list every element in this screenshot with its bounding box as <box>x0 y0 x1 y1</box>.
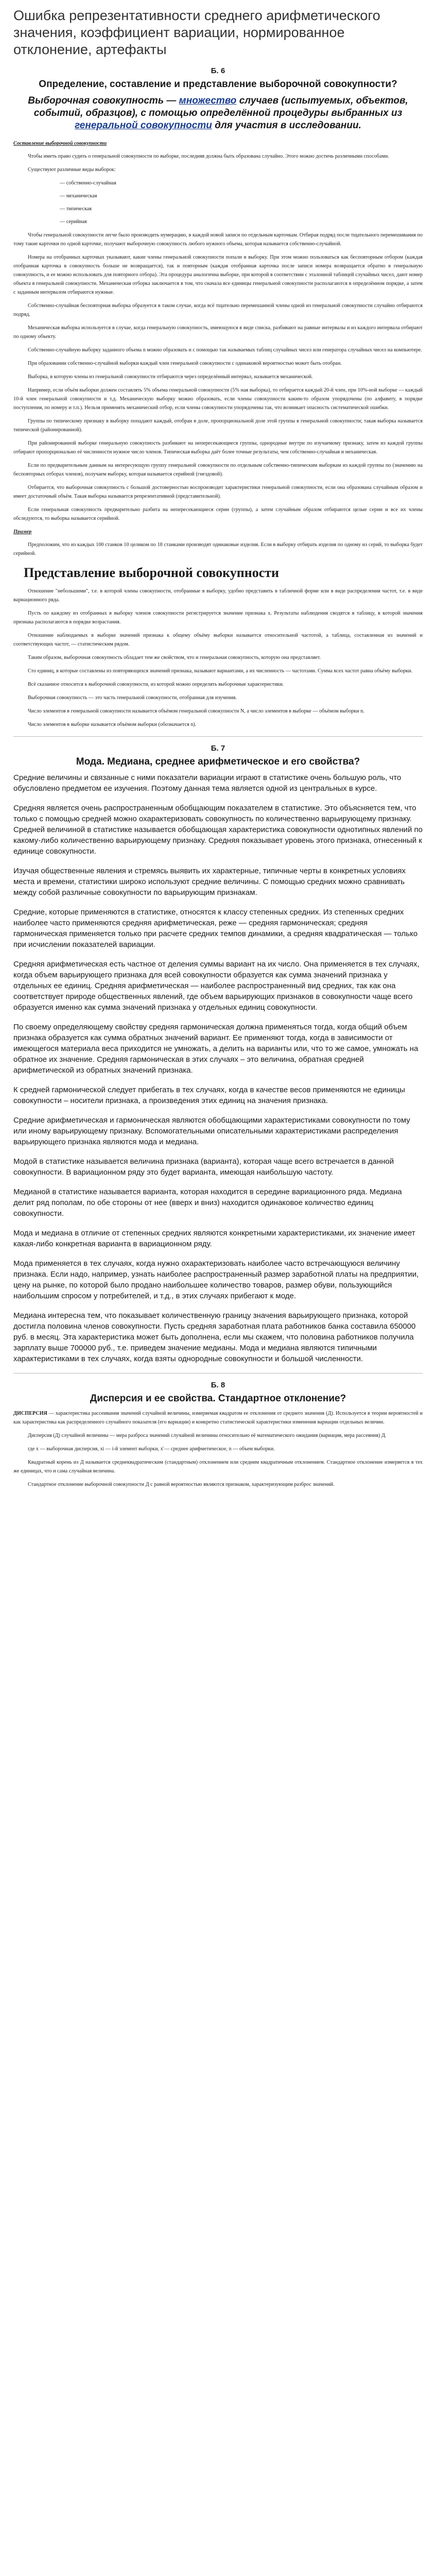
paragraph: Средние арифметическая и гармоническая являются обобщающими характеристиками совокупности по тому или иному варьирующему признаку. Вспомогательными описательными характеристиками распределения варьирующего признака являются мода и медиана. <box>13 1116 410 1146</box>
section-number: Б. 6 <box>211 66 225 75</box>
paragraph: Например, если объём выборки должен составлять 5% объема генеральной совокупности (5% ная выборка), то отбирается каждый 20-й член, при 10%-ной выборке — каждый 10-й член генеральной совокупности и т.д. Механическую выборку можно образовать, если члены совокупности каким-то образом упорядочены (по алфавиту, в порядке поступления, по номеру и т.п.). Нельзя применять механический отбор, если члены совокупности упорядочены так, что возникает опасность систематической ошибки. <box>13 387 423 411</box>
paragraph: Средняя является очень распространенным обобщающим показателем в статистике. Это объясняется тем, что только с помощью средней можно охарактеризовать совокупность по количественно варьирующему признаку. Средней величиной в статистике называется обобщающая характеристика совокупности однотипных явлений по какому-либо количественно варьирующему признаку. Средняя показывает уровень этого признака, отнесенный к единице совокупности. <box>13 804 423 856</box>
paragraph: Средняя арифметическая есть частное от деления суммы вариант на их число. Она применяется в тех случаях, когда объем варьирующего признака для всей совокупности образуется как сумма значений признака у отдельных ее единиц. Средняя арифметическая — наиболее распространенный вид средних, так как она соответствует природе общественных явлений, где объем варьирующих признаков в совокупности чаще всего образуется именно как сумма значений признака у отдельных единиц совокупности. <box>13 960 420 1012</box>
paragraph: Число элементов в генеральной совокупности называется объёмом генеральной совокупности N, а число элементов в выборке — объёмом выборки n. <box>28 708 364 714</box>
paragraph: Выборка, в которую члены из генеральной совокупности отбираются через определённый интервал, называется механической. <box>28 374 313 380</box>
paragraph: Отношение "небольшими", т.е. в которой члены совокупности, отобранные в выборку, удобно представить в табличной форме или в виде распределения частот, т.е. в виде вариационного ряда. <box>13 588 423 603</box>
subsection-heading: Представление выборочной совокупности <box>24 565 280 580</box>
paragraph: При образовании собственно-случайной выборки каждый член генеральной совокупности с одинаковой вероятностью может быть отобран. <box>28 361 342 366</box>
paragraph: Стандартное отклонение выборочной совокупности Д с равной вероятностью являются признаком, характеризующим разброс значений. <box>28 1482 335 1487</box>
paragraph: При районированной выборке генеральную совокупность разбивают на непересекающиеся группы, однородные внутри по изучаемому признаку, затем из каждой группы отбирают пропорционально её численности нужное число членов. Типическая выборка даёт более точные результаты, чем собственно-случайная и механическая. <box>13 440 423 455</box>
divider <box>13 1373 423 1374</box>
paragraph: Отношение наблюдаемых в выборке значений признака к общему объёму выборки называется относительной частотой, а таблица, составленная из значений и соответствующих частот, — статистическим рядом. <box>13 633 423 647</box>
paragraph: Номера на отобранных карточках указывают, какие члены генеральной совокупности попали в выборку. При этом можно пользоваться как бесповторным отбором (каждая отобранная карточка в совокупность больше не возвращается), так и повторным (каждая отобранная карточка после записи номера возвращается обратно в генеральную совокупность, и ее можно использовать для повторного отбора). Эта процедура аналогична выборке, при которой в соответствии с эталонной таблицей случайных чисел, дают номер объекта в генеральной совокупности. Механическая отборка заключается в том, что сначала все единицы генеральной совокупности располагаются в определённом порядке, а затем с заданным интервалом отбираются нужные. <box>13 255 423 295</box>
paragraph: Если по предварительным данным на интересующую группу генеральной совокупности по отдельным собственно-типическим выборкам из каждой группы по (значению на бесповторных отборах членов), получаем выборку, которая называется серийной (гнездовой). <box>13 463 423 477</box>
example-label: Пример <box>13 529 32 535</box>
definition-mid: случаев (испытуемых, объектов, событий, образцов), с помощью определённой процедуры выбранных из <box>33 95 408 118</box>
paragraph: Средние величины и связанные с ними показатели вариации играют в статистике очень большую роль, что обусловлено предметом ее изучения. Поэтому данная тема является одной из центральных в курсе. <box>13 773 402 793</box>
paragraph: Если генеральная совокупность предварительно разбита на непересекающиеся серии (группы), а затем случайным образом отбираются целые серии и все их члены обследуются, то выборка называется серийной. <box>13 507 423 521</box>
list-item: — собственно-случайная <box>60 179 423 188</box>
divider <box>13 736 423 737</box>
section-heading: Дисперсия и ее свойства. Стандартное отклонение? <box>90 1393 346 1404</box>
section-body <box>13 772 423 1364</box>
list-item: — типическая <box>60 205 423 213</box>
section-heading: Определение, составление и представление выборочной совокупности? <box>39 79 397 90</box>
link-general-population[interactable]: генеральной совокупности <box>75 120 212 131</box>
paragraph: К средней гармонической следует прибегать в тех случаях, когда в качестве весов применяются не единицы совокупности – носители признака, а произведения этих единиц на значения признака. <box>13 1086 405 1105</box>
paragraph: ДИСПЕРСИЯ — характеристика рассеивания значений случайной величины, измеряемая квадратом ее отклонения от среднего значения (Д). Используется в теории вероятностей и как характеристика как распределенного случайного показателя (его вариации) и конкретно статистической характеристики изменения вариации отдельных величин. <box>13 1411 423 1425</box>
paragraph: Собственно-случайную выборку заданного объема n можно образовать и с помощью так называемых таблиц случайных чисел или генератора случайных чисел на компьютере. <box>28 347 422 353</box>
paragraph: Всё сказанное относится к выборочной совокупности, из которой можно определять выборочные характеристики. <box>28 682 284 687</box>
link-set[interactable]: множество <box>179 95 237 106</box>
paragraph: Модой в статистике называется величина признака (варианта), которая чаще всего встречается в данной совокупности. В вариационном ряду это будет варианта, имеющая наибольшую частоту. <box>13 1157 394 1177</box>
paragraph: Собственно-случайная бесповторная выборка образуется в таком случае, когда всё тщательно перемешанной члены одной из генеральной совокупности случайно отбираются подряд. <box>13 303 423 317</box>
paragraph: Отбирается, что выборочная совокупность с большой достоверностью воспроизводит характеристики генеральной совокупности, если она образована случайным образом и имеет достаточный объём. Такая выборка называется репрезентативной (представительной). <box>13 485 423 499</box>
paragraph: Мода и медиана в отличие от степенных средних являются конкретными характеристиками, их значение имеет какая-либо конкретная варианта в вариационном ряду. <box>13 1229 415 1248</box>
paragraph: Чтобы иметь право судить о генеральной совокупности по выборке, последняя должна быть образована случайно. Этого можно достичь различными способами. <box>28 154 389 159</box>
list-item: — серийная <box>60 217 423 226</box>
paragraph: Таким образом, выборочная совокупность обладает тем же свойством, что и генеральная совокупность, которую она представляет. <box>28 655 321 660</box>
paragraph: Средние, которые применяются в статистике, относятся к классу степенных средних. Из степенных средних наиболее часто применяются средняя арифметическая, реже — средняя гармоническая; средняя гармоническая применяется только при расчете средних темпов динамики, а средняя квадратическая — только при исчислении показателей вариации. <box>13 908 418 949</box>
section-body <box>13 1409 423 1489</box>
paragraph: Чтобы генеральной совокупности легче было производить нумерацию, в каждой новой записи по отдельным карточкам. Отбирая подряд после тщательного перемешивания по тому такие карточки по одной карточке, получают выборочную совокупность любого нужного объема, которая называется собственно-случайной. <box>13 232 423 247</box>
section-heading: Мода. Медиана, среднее арифметическое и его свойства? <box>76 756 360 767</box>
section-number: Б. 8 <box>211 1381 225 1389</box>
section-body <box>13 139 423 558</box>
paragraph: Медиана интересна тем, что показывает количественную границу значения варьирующего признака, которой достигла половина членов совокупности. Пусть средняя заработная плата работников банка составила 650000 руб. в месяц. Эта характеристика может быть дополнена, если мы скажем, что половина работников получила зарплату выше 700000 руб., т.е. приведем значение медианы. Мода и медиана являются типичными характеристиками в тех случаях, когда взяты однородные совокупности и большой численности. <box>13 1311 416 1363</box>
paragraph: Медианой в статистике называется варианта, которая находится в середине вариационного ряда. Медиана делит ряд пополам, по обе стороны от нее (вверх и вниз) находится одинаковое количество единиц совокупности. <box>13 1188 402 1218</box>
section-number: Б. 7 <box>211 744 225 753</box>
paragraph: Выборочная совокупность — это часть генеральной совокупности, отобранная для изучения. <box>28 695 237 701</box>
section-definition <box>13 95 423 132</box>
paragraph: Число элементов в выборке называется объёмом выборки (обозначается n). <box>28 722 197 727</box>
paragraph: Механическая выборка используется в случае, когда генеральную совокупность, имеющуюся в виде списка, разбивают на равные интервалы и из каждого интервала отбирают по одному объекту. <box>13 325 423 340</box>
term: ДИСПЕРСИЯ <box>13 1411 47 1416</box>
paragraph: Предположим, что из каждых 100 станков 10 целиком по 18 станками производят одинаковые изделия. Если в выборку отбирать изделия по одному из серий, то выборка будет серийной. <box>13 542 423 556</box>
paragraph: По своему определяющему свойству средняя гармоническая должна применяться тогда, когда общий объем признака образуется как сумма обратных значений вариант. Ее применяют тогда, когда в зависимости от имеющегося материала веса приходится не умножать, а делить на варианты или, что то же самое, умножать на обратное их значение. Средняя гармоническая в этих случаях – это величина, обратная средней арифметической из обратных значений признака. <box>13 1023 418 1075</box>
section-body <box>13 587 423 729</box>
definition-tail: для участия в исследовании. <box>212 120 361 131</box>
sample-types-list <box>13 179 423 226</box>
paragraph: Сто единиц, в которые составлены из повторяющихся значений признака, называют вариантами, а их численность — частотами. Сумма всех частот равна объёму выборки. <box>28 668 413 674</box>
paragraph: Изучая общественные явления и стремясь выявить их характерные, типичные черты в конкретных условиях места и времени, статистики широко используют средние величины. С помощью средних можно сравнивать между собой различные совокупности по варьирующим признакам. <box>13 867 406 897</box>
paragraph: Группы по типическому признаку в выборку попадают каждый, отобран в доле, пропорциональной доле этой группы в генеральной совокупности; такая выборка называется типической (районированной). <box>13 418 423 433</box>
paragraph: Пусть по каждому из отобранных в выборку членов совокупности регистрируется значение признака x. Результаты наблюдения сводятся в таблицу, в которой значения признака располагаются в порядке возрастания. <box>13 611 423 625</box>
paragraph: Мода применяется в тех случаях, когда нужно охарактеризовать наиболее часто встречающуюся величину признака. Если надо, например, узнать наиболее распространенный размер заработной платы на предприятии, цену на рынке, по которой было продано наибольшее количество товаров, размер обуви, пользующийся наибольшим спросом у потребителей, и т.д., в этих случаях прибегают к моде. <box>13 1259 419 1300</box>
paragraph: Дисперсия (Д) случайной величины — мера разброса значений случайной величины относительно её математического ожидания (вариация, мера рассеяния) Д. <box>28 1433 387 1438</box>
paragraph: где x — выборочная дисперсия, хi — i-й элемент выборки, х̄ — среднее арифметическое, n — объем выборки. <box>28 1446 275 1452</box>
definition-lead: Выборочная совокупность — <box>28 95 179 106</box>
paragraph: Существуют различные виды выборок: <box>28 167 116 173</box>
subsection-label: Составление выборочной совокупности <box>13 141 107 146</box>
paragraph: Квадратный корень из Д называется среднеквадратическим (стандартным) отклонением или средним квадратичным отклонением. Стандартное отклонение измеряется в тех же единицах, что и сама случайная величина. <box>13 1460 423 1474</box>
document-title: Ошибка репрезентативности среднего арифметического значения, коэффициент вариации, нормированное отклонение, артефакты <box>13 8 380 57</box>
list-item: — механическая <box>60 192 423 200</box>
